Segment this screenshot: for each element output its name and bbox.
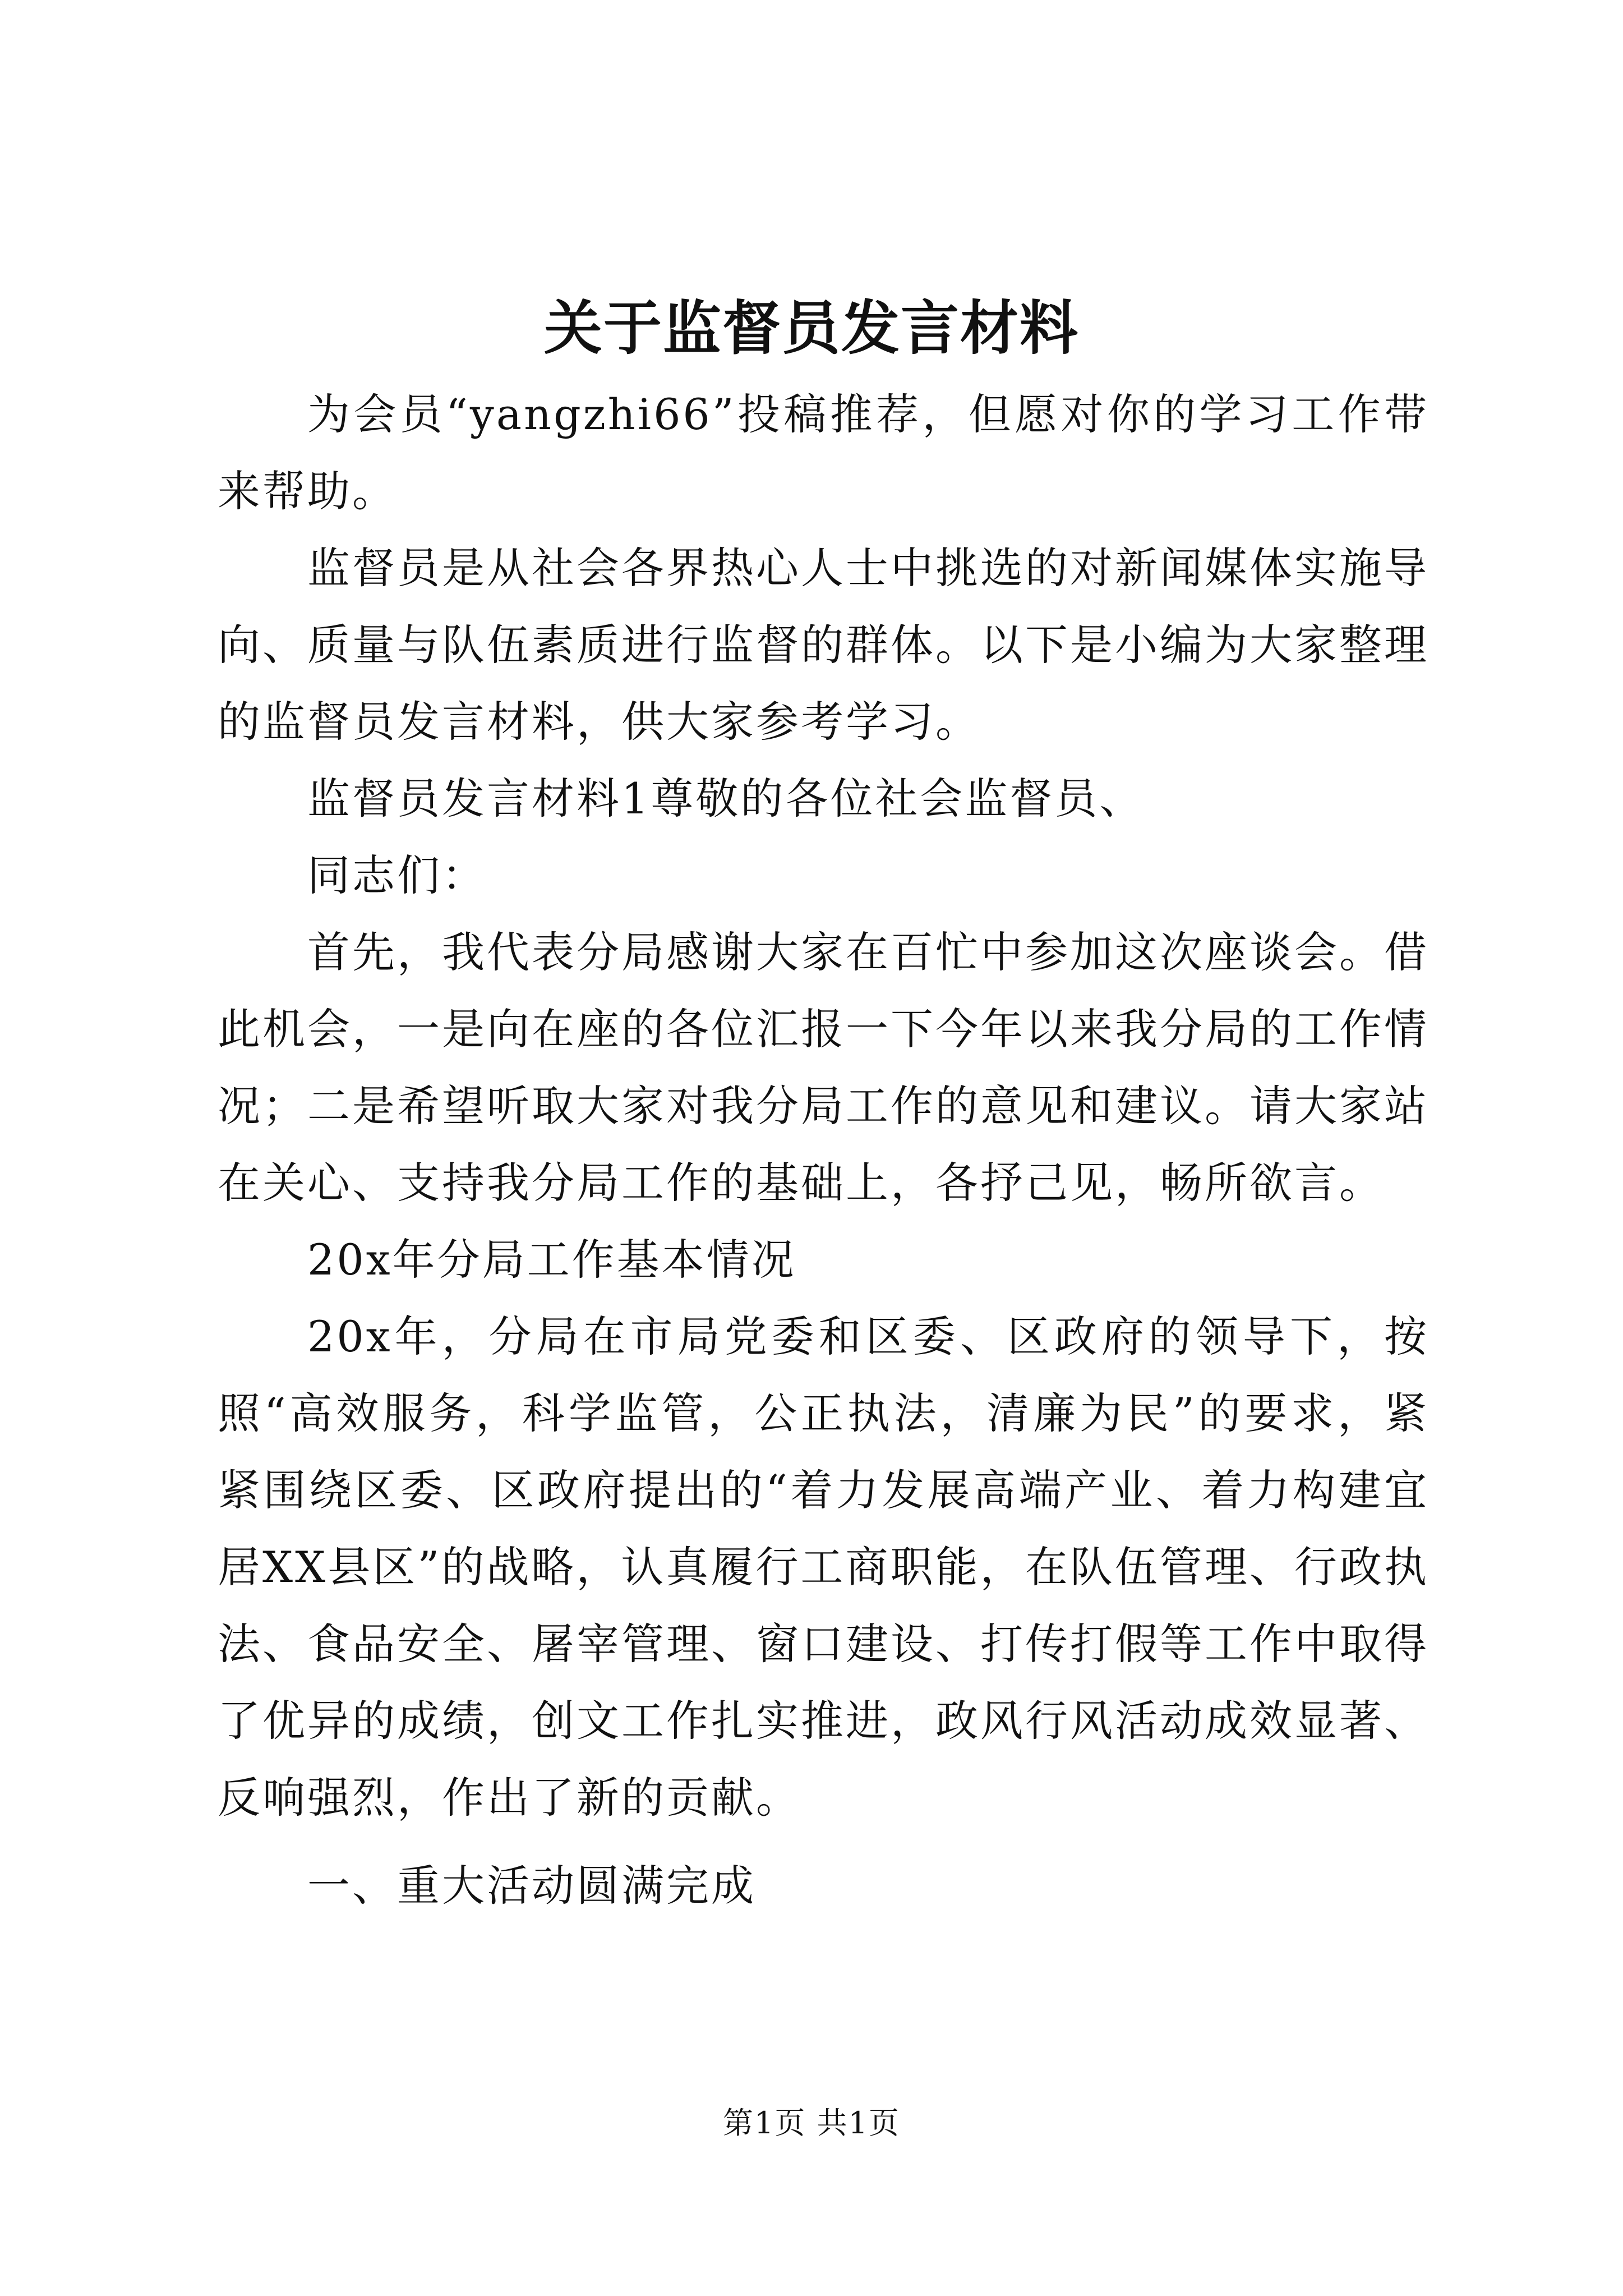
page-footer: 第1页 共1页 (723, 2105, 900, 2141)
paragraph-description: 监督员是从社会各界热心人士中挑选的对新闻媒体实施导向、质量与队伍素质进行监督的群体。以下是小编为大家整理的监督员发言材料，供大家参考学习。 (218, 543, 1429, 747)
document-title: 关于监督员发言材料 (543, 293, 1079, 362)
section-heading-major-events: 一、重大活动圆满完成 (307, 1861, 756, 1911)
paragraph-opening: 首先，我代表分局感谢大家在百忙中参加这次座谈会。借此机会，一是向在座的各位汇报一下今年以来我分局的工作情况；二是希望听取大家对我分局工作的意见和建议。请大家站在关心、支持我分局工作的基础上，各抒己见，畅所欲言。 (218, 927, 1429, 1208)
paragraph-salutation: 监督员发言材料1尊敬的各位社会监督员、 (307, 774, 1145, 823)
paragraph-intro: 为会员“yangzhi66”投稿推荐，但愿对你的学习工作带来帮助。 (218, 389, 1429, 516)
paragraph-work-summary: 20x年，分局在市局党委和区委、区政府的领导下，按照“高效服务，科学监管，公正执法，清廉为民”的要求，紧紧围绕区委、区政府提出的“着力发展高端产业、着力构建宜居XX县区”的战略，认真履行工商职能，在队伍管理、行政执法、食品安全、屠宰管理、窗口建设、打传打假等工作中取得了优异的成绩，创文工作扎实推进，政风行风活动成效显著、反响强烈，作出了新的贡献。 (218, 1312, 1429, 1823)
document-body (218, 376, 1429, 1924)
paragraph-comrades: 同志们： (307, 850, 487, 900)
section-heading-basic-situation: 20x年分局工作基本情况 (307, 1235, 796, 1285)
